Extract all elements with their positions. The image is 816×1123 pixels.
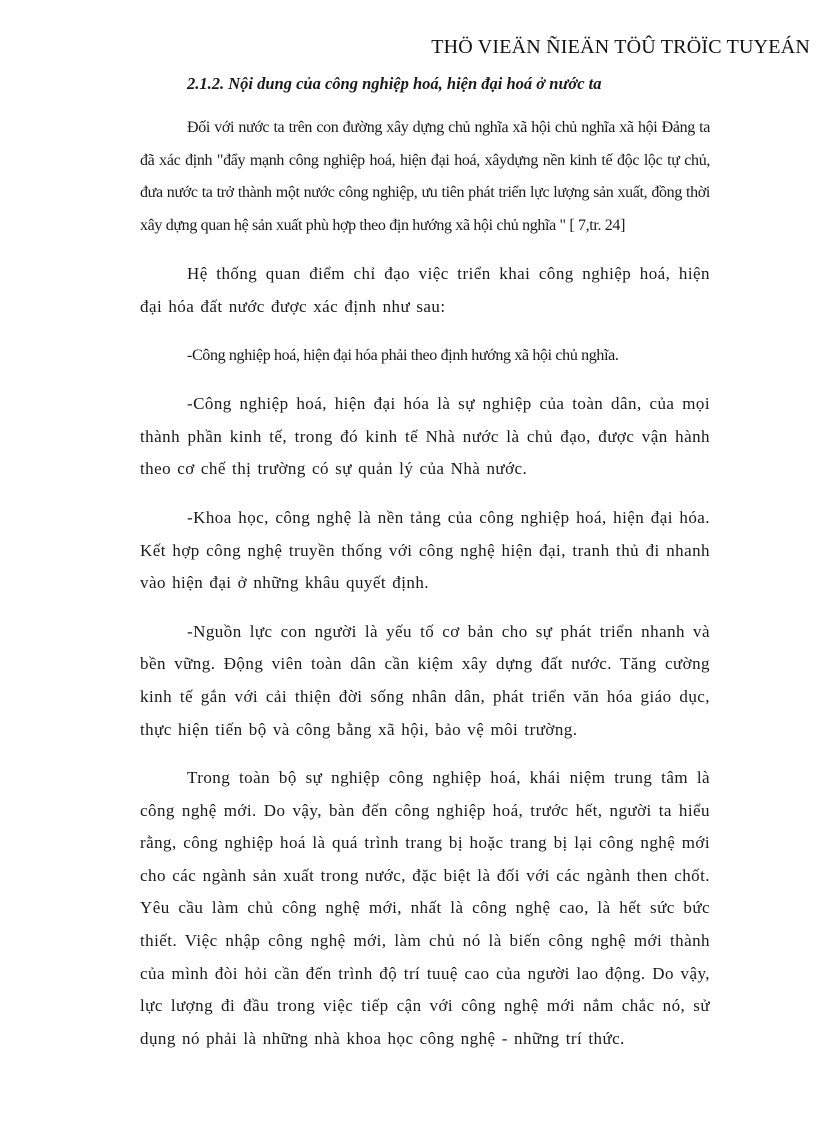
paragraph-point-socialist: -Công nghiệp hoá, hiện đại hóa phải theo định hướng xã hội chủ nghĩa.: [187, 346, 619, 364]
header-watermark: THÖ VIEÄN ÑIEÄN TÖÛ TRÖÏC TUYEÁN: [431, 36, 810, 58]
paragraph-party-definition: Đối với nước ta trên con đường xây dựng chủ nghĩa xã hội chủ nghĩa xã hội Đảng ta đã xác định "đẩy mạnh công nghiệp hoá, hiện đại hoá, xâydựng nền kinh tế độc lộc tự chủ, đưa nước ta trở thành một nước công nghiệp, ưu tiên phát triển lực lượng sản xuất, đồng thời xây dựng quan hệ sản xuất phù hợp theo địn hướng xã hội chủ nghĩa " [ 7,tr. 24]: [140, 119, 710, 234]
section-heading: 2.1.2. Nội dung của công nghiệp hoá, hiện đại hoá ở nước ta: [187, 74, 602, 93]
paragraph-point-whole-people: -Công nghiệp hoá, hiện đại hóa là sự nghiệp của toàn dân, của mọi thành phần kinh tế, trong đó kinh tế Nhà nước là chủ đạo, được vận hành theo cơ chế thị trường có sự quản lý của Nhà nước.: [140, 394, 710, 479]
body-text: [140, 112, 710, 1069]
paragraph-point-science: -Khoa học, công nghệ là nền tảng của công nghiệp hoá, hiện đại hóa. Kết hợp công nghệ truyền thống với công nghệ hiện đại, tranh thủ đi nhanh vào hiện đại ở những khâu quyết định.: [140, 507, 710, 593]
paragraph-new-technology: Trong toàn bộ sự nghiệp công nghiệp hoá, khái niệm trung tâm là công nghệ mới. Do vậy, bàn đến công nghiệp hoá, trước hết, người ta hiểu rằng, công nghiệp hoá là quá trình trang bị hoặc trang bị lại công nghệ mới cho các ngành sản xuất trong nước, đặc biệt là đối với các ngành then chốt. Yêu cầu làm chủ công nghệ mới, nhất là công nghệ cao, là hết sức bức thiết. Việc nhập công nghệ mới, làm chủ nó là biến công nghệ mới thành của mình đòi hỏi cần đến trình độ trí tuuệ cao của người lao động. Do vậy, lực lượng đi đầu trong việc tiếp cận với công nghệ mới nắm chắc nó, sử dụng nó phải là những nhà khoa học công nghệ - những trí thức.: [140, 768, 710, 1048]
paragraph-viewpoints-intro: Hệ thống quan điểm chỉ đạo việc triển khai công nghiệp hoá, hiện đại hóa đất nước được xác định như sau:: [140, 264, 710, 316]
paragraph-point-human-resources: -Nguồn lực con người là yếu tố cơ bản cho sự phát triển nhanh và bền vững. Động viên toàn dân cần kiệm xây dựng đất nước. Tăng cường kinh tế gắn với cải thiện đời sống nhân dân, phát triển văn hóa giáo dục, thực hiện tiến bộ và công bằng xã hội, bảo vệ môi trường.: [140, 621, 710, 739]
